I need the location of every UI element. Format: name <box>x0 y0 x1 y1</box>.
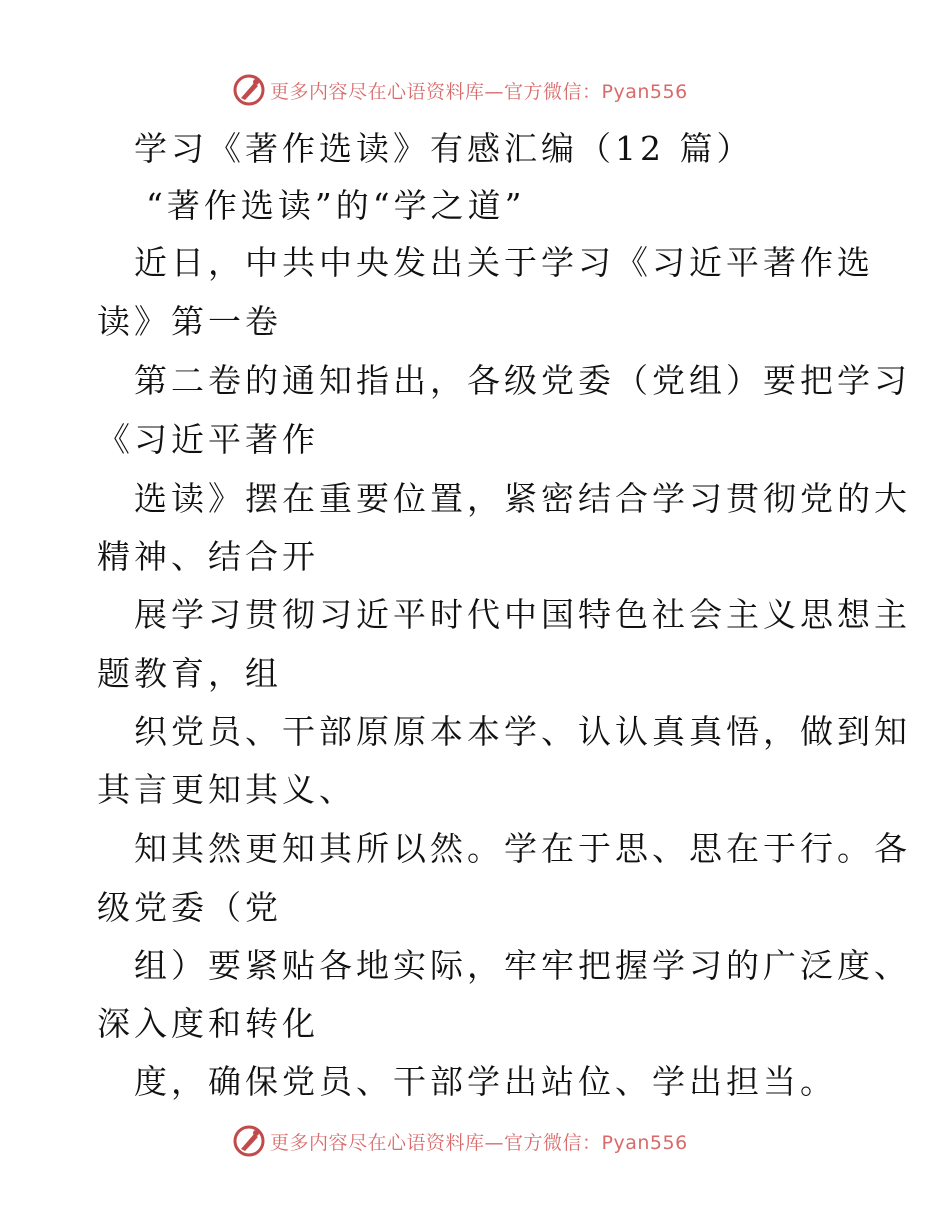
paragraph-line: 第二卷的通知指出，各级党委（党组）要把学习 <box>134 361 911 400</box>
paragraph-line: 知其然更知其所以然。学在于思、思在于行。各 <box>134 829 911 868</box>
pen-seal-logo-icon <box>232 73 266 107</box>
footer-banner <box>232 1124 688 1158</box>
paragraph-line: 精神、结合开 <box>97 537 319 576</box>
paragraph-line: 级党委（党 <box>97 888 282 927</box>
paragraph-line: 选读》摆在重要位置，紧密结合学习贯彻党的大 <box>134 479 911 518</box>
paragraph-line: 组）要紧贴各地实际，牢牢把握学习的广泛度、 <box>134 946 911 985</box>
header-banner <box>232 73 688 107</box>
paragraph-line: 《习近平著作 <box>97 420 319 459</box>
paragraph-line: 其言更知其义、 <box>97 770 356 809</box>
paragraph-line: 度，确保党员、干部学出站位、学出担当。 <box>134 1062 837 1101</box>
pen-seal-logo-icon <box>232 1124 266 1158</box>
paragraph-line: 近日，中共中央发出关于学习《习近平著作选 <box>134 243 874 282</box>
paragraph-line: 展学习贯彻习近平时代中国特色社会主义思想主 <box>134 595 911 634</box>
paragraph-line: 题教育，组 <box>97 654 282 693</box>
header-banner-text: 更多内容尽在心语资料库—官方微信：Pyan556 <box>270 80 688 103</box>
paragraph-line: 织党员、干部原原本本学、认认真真悟，做到知 <box>134 712 911 751</box>
paragraph-line: 深入度和转化 <box>97 1004 319 1043</box>
document-subtitle: “著作选读”的“学之道” <box>146 186 526 225</box>
document-title: 学习《著作选读》有感汇编（12 篇） <box>134 129 754 168</box>
paragraph-line: 读》第一卷 <box>97 302 282 341</box>
footer-banner-text: 更多内容尽在心语资料库—官方微信：Pyan556 <box>270 1131 688 1154</box>
